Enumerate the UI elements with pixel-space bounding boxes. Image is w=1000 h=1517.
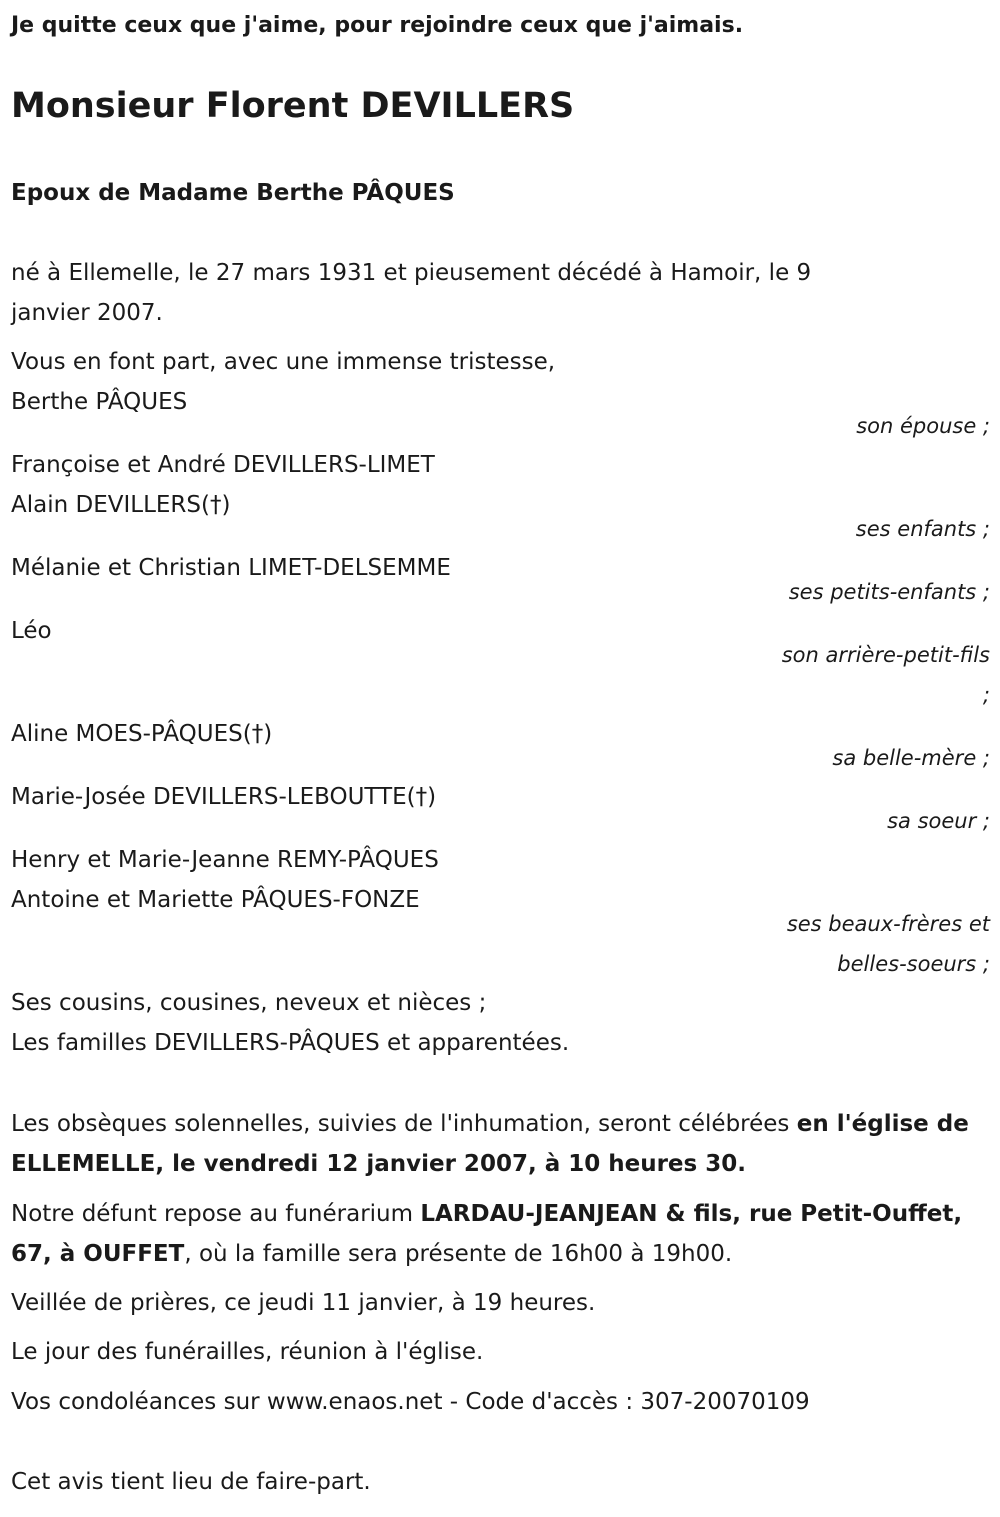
deceased-name: Monsieur Florent DEVILLERS [11,86,575,126]
family-wife: Berthe PÂQUES [11,389,188,415]
funeral-location-date: en l'église de ELLEMELLE, le vendredi 12 janvier 2007, à 10 heures 30. [11,1111,969,1177]
family-inlaw-1: Henry et Marie-Jeanne REMY-PÂQUES [11,847,439,873]
family-grandchild-1: Mélanie et Christian LIMET-DELSEMME [11,555,451,581]
birth-death-line-2: janvier 2007. [11,300,163,326]
relation-greatgrandchild-2: ; [982,683,990,707]
rest-paragraph [11,1194,981,1274]
relation-wife: son épouse ; [856,414,990,438]
rest-text-pre: Notre défunt repose au funérarium [11,1201,421,1227]
rest-text-post: , où la famille sera présente de 16h00 à 19h00. [184,1241,733,1267]
condolences-line: Vos condoléances sur www.enaos.net - Code d'accès : 307-20070109 [11,1389,810,1415]
family-motherinlaw: Aline MOES-PÂQUES(†) [11,721,273,747]
relation-inlaws-2: belles-soeurs ; [837,952,990,976]
funeral-text: Les obsèques solennelles, suivies de l'inhumation, seront célébrées [11,1111,797,1137]
relation-grandchildren: ses petits-enfants ; [788,580,990,604]
notice-line: Cet avis tient lieu de faire-part. [11,1469,371,1495]
family-child-2: Alain DEVILLERS(†) [11,492,231,518]
family-child-1: Françoise et André DEVILLERS-LIMET [11,452,435,478]
relation-children: ses enfants ; [855,517,990,541]
relation-inlaws-1: ses beaux-frères et [786,912,990,936]
family-cousins: Ses cousins, cousines, neveux et nièces ; [11,990,487,1016]
intro-line: Vous en font part, avec une immense tristesse, [11,349,556,375]
funeral-home-address: LARDAU-JEANJEAN & fils, rue Petit-Ouffet, 67, à OUFFET [11,1201,963,1267]
epigraph-quote: Je quitte ceux que j'aime, pour rejoindre ceux que j'aimais. [11,13,744,38]
family-families: Les familles DEVILLERS-PÂQUES et apparentées. [11,1030,570,1056]
meeting-line: Le jour des funérailles, réunion à l'église. [11,1339,484,1365]
birth-death-line-1: né à Ellemelle, le 27 mars 1931 et pieusement décédé à Hamoir, le 9 [11,260,812,286]
funeral-paragraph [11,1104,981,1184]
spouse-line: Epoux de Madame Berthe PÂQUES [11,180,455,206]
relation-greatgrandchild-1: son arrière-petit-fils [781,643,990,667]
relation-sister: sa soeur ; [887,809,990,833]
family-sister: Marie-Josée DEVILLERS-LEBOUTTE(†) [11,784,437,810]
vigil-line: Veillée de prières, ce jeudi 11 janvier, à 19 heures. [11,1290,596,1316]
family-inlaw-2: Antoine et Mariette PÂQUES-FONZE [11,887,420,913]
relation-motherinlaw: sa belle-mère ; [832,746,990,770]
family-greatgrandchild-1: Léo [11,618,52,644]
